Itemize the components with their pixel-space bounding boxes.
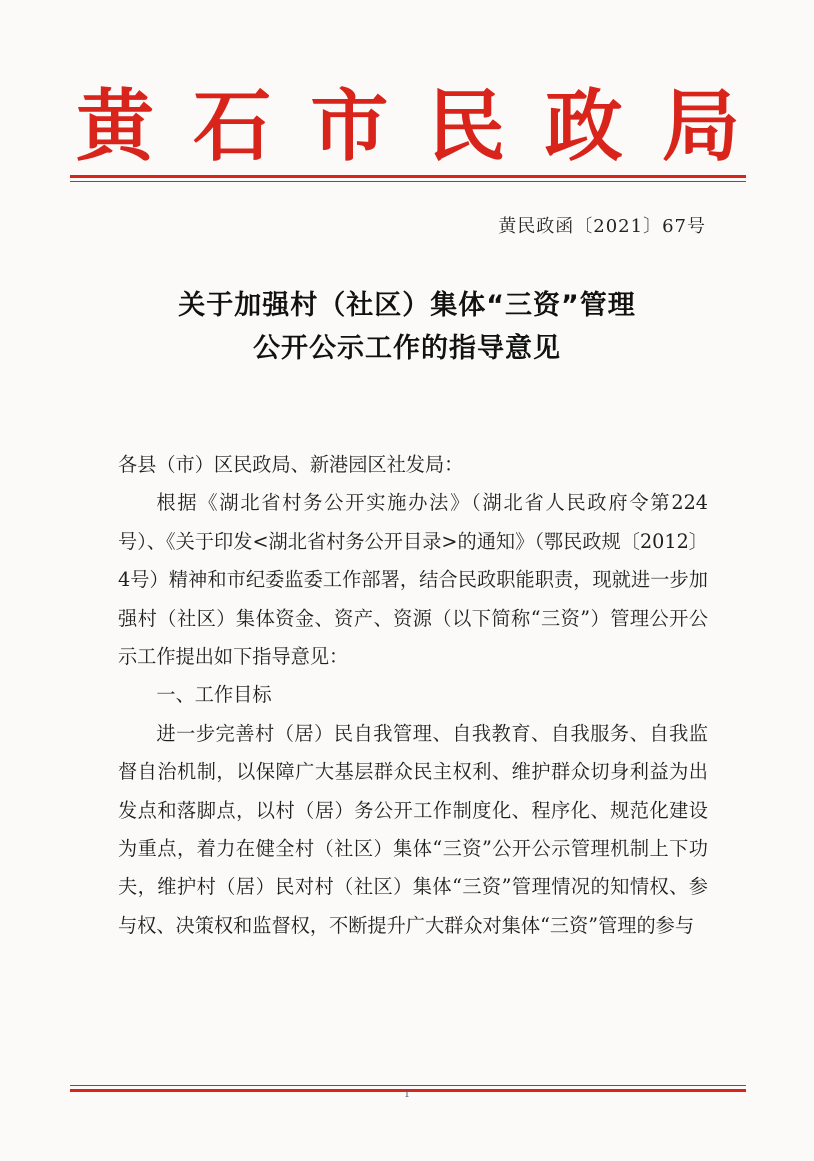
document-title-line-2: 公开公示工作的指导意见	[253, 333, 561, 364]
section-paragraph: 进一步完善村（居）民自我管理、自我教育、自我服务、自我监督自治机制，以保障广大基层群众民主权利、维护群众切身利益为出发点和落脚点，以村（居）务公开工作制度化、程序化、规范化建设为重点，着力在健全村（社区）集体“三资”公开公示管理机制上下功夫，维护村（居）民对村（社区）集体“三资”管理情况的知情权、参与权、决策权和监督权，不断提升广大群众对集体“三资”管理的参与	[118, 721, 708, 937]
masthead-char: 黄	[75, 81, 154, 172]
header-rule-thin	[70, 181, 746, 182]
header-rule-thick	[70, 175, 746, 178]
addressee: 各县（市）区民政局、新港园区社发局：	[118, 453, 464, 476]
masthead-char: 局	[661, 81, 740, 172]
masthead-char: 民	[427, 81, 506, 172]
page-number: 1	[404, 1090, 410, 1100]
document-number: 黄民政函〔2021〕67号	[498, 216, 706, 237]
masthead-char: 市	[310, 81, 389, 172]
footer-rule-thin	[70, 1085, 746, 1086]
section-heading: 一、工作目标	[156, 683, 272, 707]
masthead	[70, 82, 746, 172]
document-body	[118, 446, 708, 945]
masthead-char: 石	[193, 81, 272, 172]
intro-paragraph: 根据《湖北省村务公开实施办法》（湖北省人民政府令第224号）、《关于印发<湖北省村务公开目录>的通知》（鄂民政规〔2012〕4号）精神和市纪委监委工作部署，结合民政职能职责，现就进一步加强村（社区）集体资金、资产、资源（以下简称“三资”）管理公开公示工作提出如下指导意见：	[118, 491, 708, 669]
document-title-line-1: 关于加强村（社区）集体“三资”管理	[178, 290, 636, 321]
masthead-char: 政	[544, 81, 623, 172]
